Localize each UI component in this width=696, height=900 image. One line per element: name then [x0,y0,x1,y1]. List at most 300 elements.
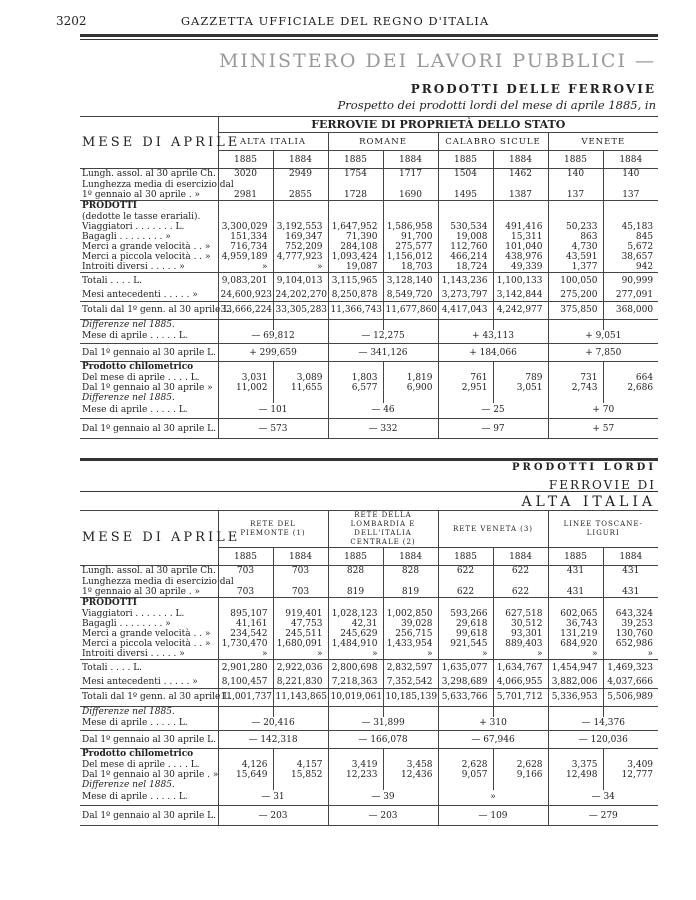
value-cell: 731 [548,373,603,383]
row-label: Lungh. assol. al 30 aprile Ch. [80,169,218,180]
row-label: Totali dal 1º genn. al 30 aprile L. [80,688,218,706]
table-row [80,706,658,717]
difference-cell: — 34 [548,790,658,806]
value-cell: 4,959,189 [218,252,273,262]
value-cell: 828 [383,566,438,577]
empty-cell [603,180,658,190]
value-cell: » [383,649,438,660]
railway-group-name: ROMANE [359,136,407,147]
value-cell: 2,922,036 [273,659,328,677]
value-cell: 368,000 [603,301,658,319]
empty-cell [548,180,603,190]
empty-cell [548,212,603,222]
value-cell: » [273,649,328,660]
railway-group-note: (2) [402,538,416,546]
empty-cell [438,319,493,330]
month-header: MESE DI APRILE [80,511,218,566]
row-label: Introiti diversi . . . . . » [82,648,185,659]
table-row [80,587,658,598]
year-header: 1884 [493,548,548,566]
value-cell: 1,819 [383,373,438,383]
empty-cell [603,362,658,373]
empty-cell [218,319,273,330]
value-cell: 93,301 [493,629,548,639]
value-cell: 703 [218,587,273,598]
value-cell: 4,126 [218,760,273,770]
value-cell: 1754 [328,169,383,180]
difference-cell: — 203 [218,806,328,826]
value-cell: 1,484,910 [328,639,383,649]
value-cell: 3,273,797 [438,290,493,301]
row-label: Bagagli . . . . . . . . » [82,231,171,242]
header-rule [80,34,658,37]
row-label: Dal 1º gennaio al 30 aprile L. [80,806,218,826]
empty-cell [273,319,328,330]
empty-cell [548,201,603,212]
ministry-title: MINISTERO DEI LAVORI PUBBLICI — [218,50,656,72]
value-cell: 112,760 [438,242,493,252]
railway-group-name: ALTA ITALIA [240,136,306,147]
table-row [80,232,658,242]
value-cell: 703 [273,566,328,577]
row-label: Del mese di aprile . . . . L. [82,372,200,383]
value-cell: 1728 [328,190,383,201]
value-cell: » [273,262,328,273]
value-cell: 1,377 [548,262,603,273]
empty-cell [273,362,328,373]
value-cell: 9,104,013 [273,272,328,290]
empty-cell [493,212,548,222]
year-header: 1885 [328,151,383,169]
value-cell: 234,542 [218,629,273,639]
table-row [80,373,658,383]
section-label: Differenze nel 1885. [82,779,175,790]
empty-cell [328,706,383,717]
empty-cell [438,749,493,760]
empty-cell [603,598,658,609]
value-cell: 131,219 [548,629,603,639]
row-label: Dal 1º gennaio al 30 aprile » [82,382,213,393]
section-label: Lunghezza media di esercizio dal [82,576,234,587]
value-cell: » [493,649,548,660]
value-cell: 11,001,737 [218,688,273,706]
value-cell: 1717 [383,169,438,180]
year-header: 1885 [328,548,383,566]
value-cell: 845 [603,232,658,242]
difference-cell: + 43,113 [438,330,548,344]
empty-cell [273,598,328,609]
difference-cell: — 14,376 [548,717,658,731]
row-label: Totali . . . . L. [80,272,218,290]
empty-cell [218,749,273,760]
value-cell: 1495 [438,190,493,201]
value-cell: 4,157 [273,760,328,770]
difference-cell: » [438,790,548,806]
value-cell: 2,628 [438,760,493,770]
empty-cell [218,212,273,222]
year-header: 1885 [218,548,273,566]
value-cell: 12,436 [383,770,438,780]
value-cell: 3,409 [603,760,658,770]
difference-cell: — 573 [218,419,328,439]
empty-cell [218,362,273,373]
value-cell: 1,586,958 [383,222,438,232]
value-cell: 15,852 [273,770,328,780]
empty-cell [603,706,658,717]
table-row [80,659,658,677]
value-cell: 5,506,989 [603,688,658,706]
difference-cell: — 203 [328,806,438,826]
row-label: Viaggiatori . . . . . . . L. [82,608,185,619]
value-cell: 19,008 [438,232,493,242]
table-row [80,330,658,344]
value-cell: 9,057 [438,770,493,780]
empty-cell [438,598,493,609]
value-cell: 622 [493,587,548,598]
prodotti-lordi-heading: PRODOTTI LORDI [511,462,656,473]
empty-cell [603,201,658,212]
table-row [80,242,658,252]
value-cell: 7,218,363 [328,677,383,688]
empty-cell [383,393,438,403]
empty-cell [493,319,548,330]
value-cell: 4,777,923 [273,252,328,262]
empty-cell [273,780,328,790]
gazette-title: GAZZETTA UFFICIALE DEL REGNO D'ITALIA [180,14,490,28]
value-cell: 12,498 [548,770,603,780]
table-row [80,649,658,660]
value-cell: 3,192,553 [273,222,328,232]
difference-cell: — 341,126 [328,344,438,362]
empty-cell [273,749,328,760]
empty-cell [603,749,658,760]
value-cell: 431 [548,587,603,598]
empty-cell [493,180,548,190]
value-cell: 3,128,140 [383,272,438,290]
row-label: Merci a piccola velocità . . » [82,251,211,262]
row-label: Dal 1º gennaio al 30 aprile L. [80,419,218,439]
value-cell: 375,850 [548,301,603,319]
empty-cell [328,362,383,373]
value-cell: » [438,649,493,660]
empty-cell [218,706,273,717]
value-cell: 622 [493,566,548,577]
table-row [80,770,658,780]
value-cell: 151,334 [218,232,273,242]
value-cell: 8,221,830 [273,677,328,688]
value-cell: 1462 [493,169,548,180]
table-row [80,639,658,649]
value-cell: 50,233 [548,222,603,232]
railway-group-header [548,511,658,548]
value-cell: 2,628 [493,760,548,770]
value-cell: 39,028 [383,619,438,629]
empty-cell [383,780,438,790]
empty-cell [493,362,548,373]
table-row [80,790,658,806]
value-cell: 716,734 [218,242,273,252]
row-label: Lungh. assol. al 30 aprile Ch. [80,566,218,577]
value-cell: 7,352,542 [383,677,438,688]
difference-cell: — 31,899 [328,717,438,731]
table-row [80,212,658,222]
difference-cell: — 20,416 [218,717,328,731]
value-cell: 889,403 [493,639,548,649]
value-cell: 2,800,698 [328,659,383,677]
value-cell: 2,901,280 [218,659,273,677]
row-label: Totali dal 1º genn. al 30 aprile L. [80,301,218,319]
value-cell: 15,649 [218,770,273,780]
section-label: Prodotto chilometrico [80,749,218,760]
empty-cell [218,780,273,790]
empty-cell [383,706,438,717]
table-row [80,180,658,190]
year-header: 1884 [383,548,438,566]
empty-cell [438,180,493,190]
empty-cell [383,212,438,222]
value-cell: 1,647,952 [328,222,383,232]
row-label: Mesi antecedenti . . . . . » [82,290,198,301]
value-cell: 664 [603,373,658,383]
empty-cell [328,393,383,403]
value-cell: 703 [273,587,328,598]
value-cell: 431 [548,566,603,577]
difference-cell: + 299,659 [218,344,328,362]
value-cell: 5,701,712 [493,688,548,706]
value-cell: 10,019,061 [328,688,383,706]
empty-cell [548,706,603,717]
year-header: 1885 [548,151,603,169]
empty-cell [493,393,548,403]
empty-cell [493,577,548,587]
value-cell: 3020 [218,169,273,180]
table-row [80,169,658,180]
value-cell: 99,618 [438,629,493,639]
year-header: 1884 [603,151,658,169]
empty-cell [438,577,493,587]
section-label: Differenze nel 1885. [82,392,175,403]
table-row [80,511,658,548]
empty-cell [273,201,328,212]
empty-cell [493,780,548,790]
value-cell: » [218,649,273,660]
empty-cell [603,212,658,222]
railway-group-name: VENETE [581,136,626,147]
value-cell: 684,920 [548,639,603,649]
empty-cell [438,706,493,717]
value-cell: 703 [218,566,273,577]
value-cell: 2,743 [548,383,603,393]
value-cell: 101,040 [493,242,548,252]
value-cell: 627,518 [493,609,548,619]
section-rule [80,458,658,461]
empty-cell [493,201,548,212]
difference-cell: — 120,036 [548,731,658,749]
difference-cell: + 57 [548,419,658,439]
value-cell: 18,703 [383,262,438,273]
table-row [80,290,658,301]
value-cell: 4,242,977 [493,301,548,319]
value-cell: 9,083,201 [218,272,273,290]
value-cell: 24,202,270 [273,290,328,301]
value-cell: 15,311 [493,232,548,242]
value-cell: 1504 [438,169,493,180]
empty-cell [603,393,658,403]
value-cell: 43,591 [548,252,603,262]
year-header: 1884 [493,151,548,169]
value-cell: 137 [603,190,658,201]
value-cell: 530,534 [438,222,493,232]
row-label: 1º gennaio al 30 aprile . » [82,586,201,597]
value-cell: 8,100,457 [218,677,273,688]
row-label: Mesi antecedenti . . . . . » [82,677,198,688]
value-cell: 3,375 [548,760,603,770]
section-label: PRODOTTI [80,201,218,212]
value-cell: 431 [603,566,658,577]
value-cell: 438,976 [493,252,548,262]
table-row [80,344,658,362]
row-label: Dal 1º gennaio al 30 aprile L. [80,731,218,749]
value-cell: 12,777 [603,770,658,780]
value-cell: 863 [548,232,603,242]
value-cell: 245,629 [328,629,383,639]
table-row [80,117,658,133]
table-row [80,319,658,330]
railway-group-note: (1) [292,529,306,537]
value-cell: 10,185,139 [383,688,438,706]
value-cell: 643,324 [603,609,658,619]
year-header: 1885 [438,151,493,169]
value-cell: 42,31 [328,619,383,629]
row-label: Merci a grande velocità . . » [82,628,211,639]
empty-cell [603,577,658,587]
empty-cell [383,180,438,190]
value-cell: 11,002 [218,383,273,393]
value-cell: 91,700 [383,232,438,242]
railway-group-header [328,511,438,548]
empty-cell [548,780,603,790]
table-row [80,577,658,587]
value-cell: 1,469,323 [603,659,658,677]
railway-group-name: RETE DEL PIEMONTE [240,520,296,537]
value-cell: 3,142,844 [493,290,548,301]
table-row [80,780,658,790]
value-cell: 4,730 [548,242,603,252]
value-cell: 3,458 [383,760,438,770]
value-cell: 1,454,947 [548,659,603,677]
value-cell: 140 [603,169,658,180]
difference-cell: — 69,812 [218,330,328,344]
value-cell: 11,143,865 [273,688,328,706]
row-label: Viaggiatori . . . . . . . L. [82,221,185,232]
value-cell: 761 [438,373,493,383]
empty-cell [218,598,273,609]
table-row [80,629,658,639]
row-label: Merci a grande velocità . . » [82,241,211,252]
value-cell: 4,066,955 [493,677,548,688]
year-header: 1884 [273,151,328,169]
value-cell: 245,511 [273,629,328,639]
value-cell: 431 [603,587,658,598]
empty-cell [548,393,603,403]
empty-cell [438,212,493,222]
value-cell: 45,183 [603,222,658,232]
section-rule-thin [80,491,658,492]
value-cell: 5,672 [603,242,658,252]
table-row [80,749,658,760]
value-cell: 1,002,850 [383,609,438,619]
empty-cell [328,577,383,587]
value-cell: 284,108 [328,242,383,252]
empty-cell [273,393,328,403]
empty-cell [273,212,328,222]
table-row [80,419,658,439]
value-cell: 752,209 [273,242,328,252]
row-label: Dal 1º gennaio al 30 aprile . » [82,769,219,780]
difference-cell: — 25 [438,403,548,419]
empty-cell [328,180,383,190]
empty-cell [383,749,438,760]
difference-cell: + 9,051 [548,330,658,344]
value-cell: 602,065 [548,609,603,619]
page-number: 3202 [56,14,87,28]
empty-cell [273,180,328,190]
month-header: MESE DI APRILE [80,117,218,169]
section-label: Prodotto chilometrico [80,362,218,373]
value-cell: » [548,649,603,660]
value-cell: 47,753 [273,619,328,629]
railway-group-note: (3) [520,524,534,533]
row-label: Merci a piccola velocità . . » [82,638,211,649]
value-cell: 38,657 [603,252,658,262]
empty-cell [548,598,603,609]
value-cell: 30,512 [493,619,548,629]
table-row [80,619,658,629]
value-cell: 1,100,133 [493,272,548,290]
difference-cell: — 279 [548,806,658,826]
table-row [80,301,658,319]
value-cell: 100,050 [548,272,603,290]
value-cell: 41,161 [218,619,273,629]
empty-cell [328,598,383,609]
value-cell: 12,233 [328,770,383,780]
value-cell: 3,051 [493,383,548,393]
value-cell: 33,305,283 [273,301,328,319]
table-row [80,262,658,273]
value-cell: 942 [603,262,658,273]
railway-group-header [548,133,658,151]
value-cell: 1,680,091 [273,639,328,649]
value-cell: 2981 [218,190,273,201]
value-cell: 11,655 [273,383,328,393]
value-cell: 652,986 [603,639,658,649]
value-cell: » [603,649,658,660]
section-label: PRODOTTI [80,598,218,609]
value-cell: 1,634,767 [493,659,548,677]
value-cell: 2,686 [603,383,658,393]
value-cell: 6,577 [328,383,383,393]
empty-cell [383,577,438,587]
difference-cell: + 310 [438,717,548,731]
row-label: 1º gennaio al 30 aprile . » [82,189,201,200]
value-cell: 919,401 [273,609,328,619]
railway-group-header [438,511,548,548]
table-row [80,806,658,826]
difference-cell: — 109 [438,806,548,826]
empty-cell [383,362,438,373]
value-cell: 4,417,043 [438,301,493,319]
row-label: Mese di aprile . . . . . L. [82,405,188,416]
